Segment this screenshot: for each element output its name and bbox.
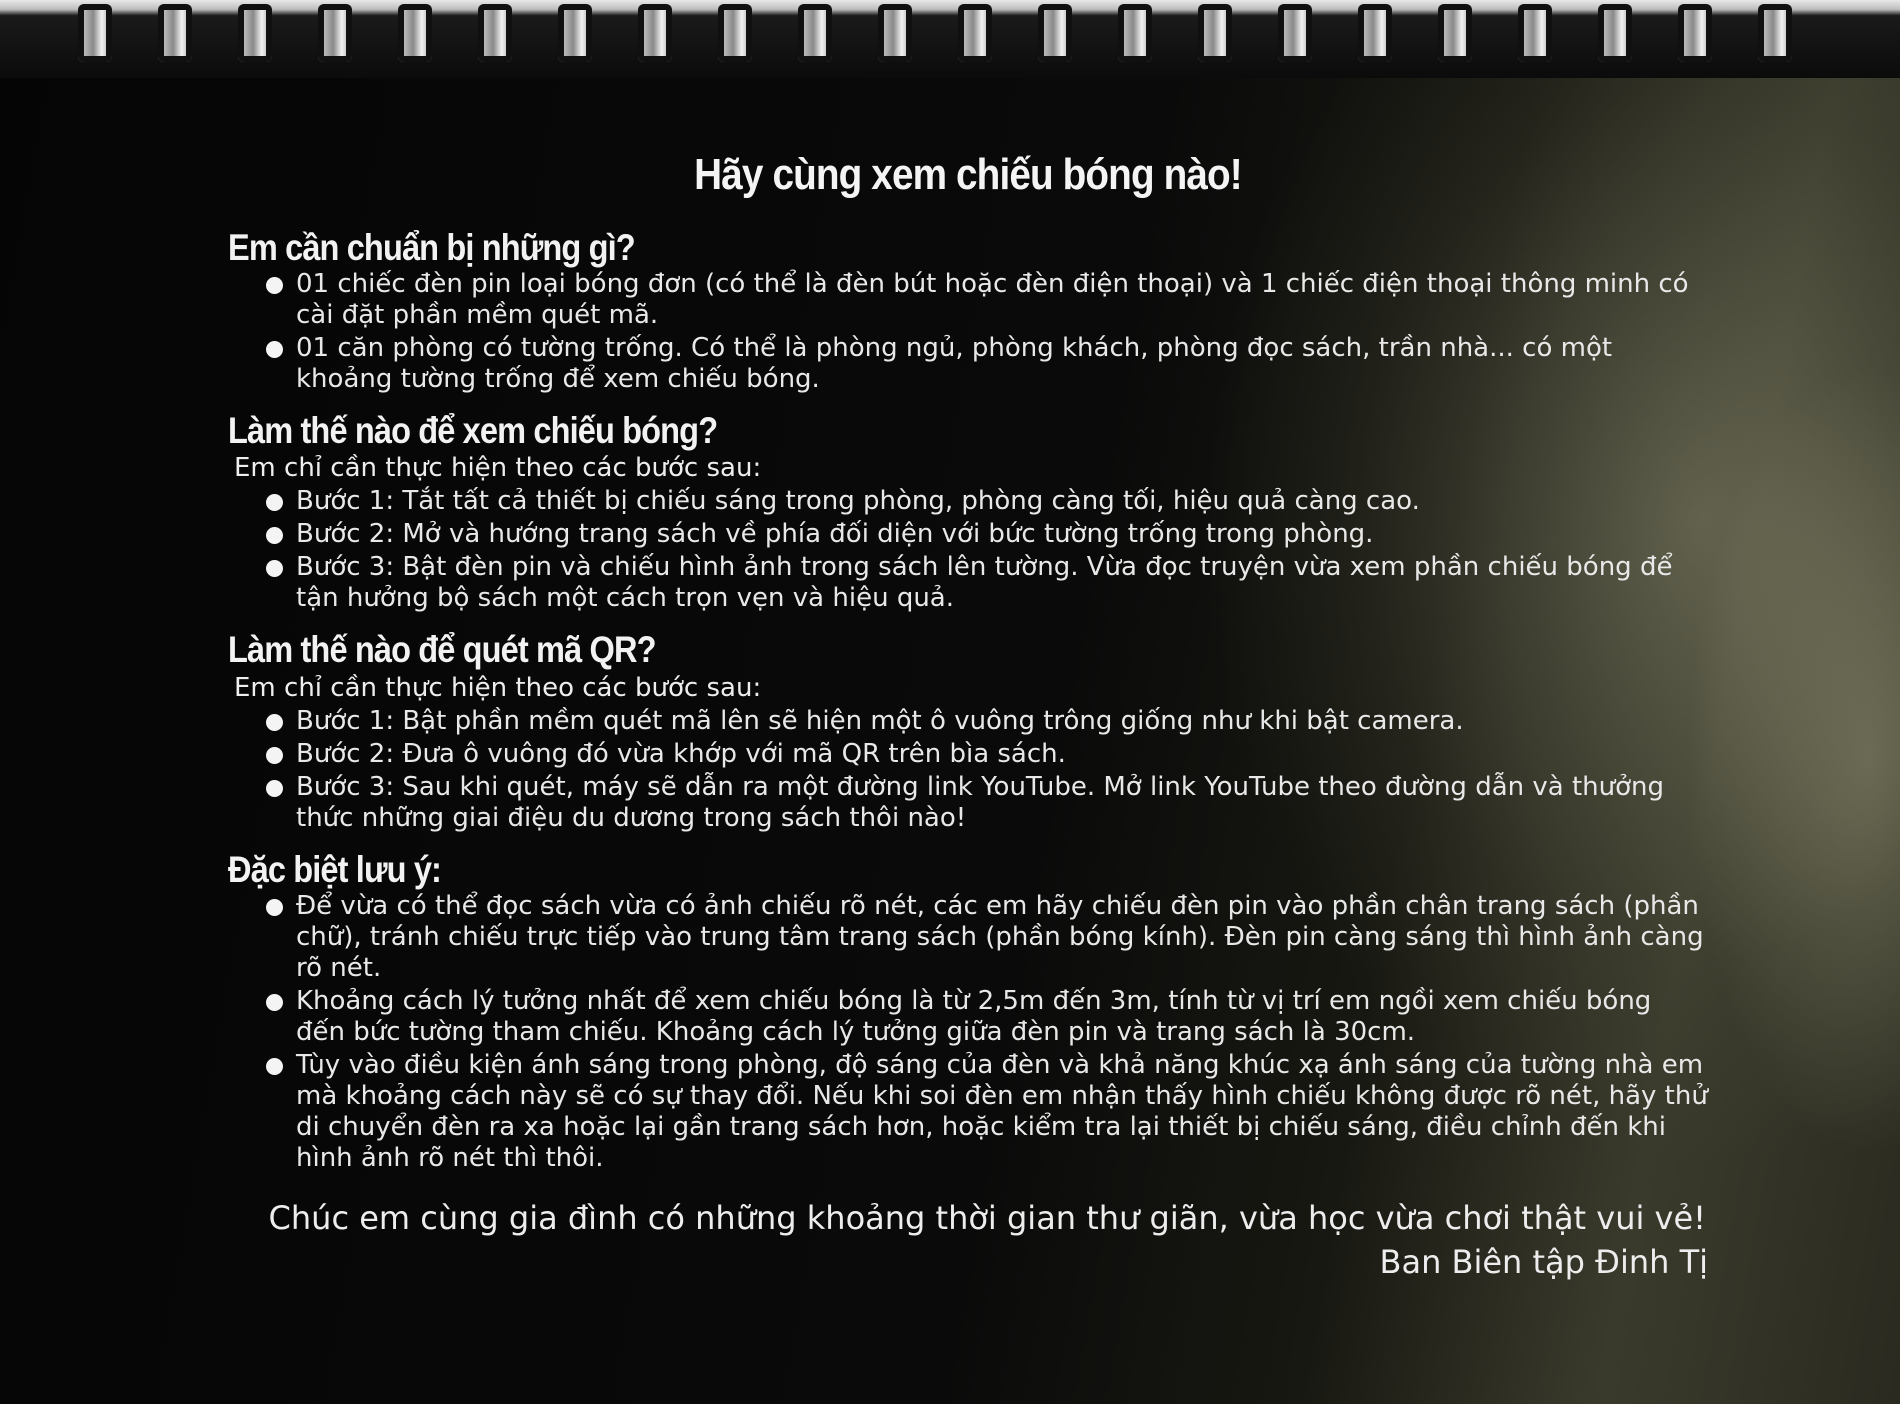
binding-ring: [78, 4, 112, 62]
bullet-icon: [266, 341, 283, 358]
list-item-text: 01 căn phòng có tường trống. Có thể là phòng ngủ, phòng khách, phòng đọc sách, trần nhà... có một khoảng tường trống để xem chiếu bóng.: [296, 332, 1613, 394]
list-item-text: 01 chiếc đèn pin loại bóng đơn (có thể là đèn bút hoặc đèn điện thoại) và 1 chiếc điện thoại thông minh có cài đặt phần mềm quét mã.: [296, 268, 1689, 330]
section-heading: Làm thế nào để quét mã QR?: [228, 629, 656, 671]
binding-ring: [958, 4, 992, 62]
section-qr-scan: [228, 630, 1708, 834]
bullet-icon: [266, 560, 283, 577]
section-special-notes: [228, 850, 1708, 1174]
closing-message: Chúc em cùng gia đình có những khoảng thời gian thư giãn, vừa học vừa chơi thật vui vẻ!: [268, 1198, 1706, 1237]
list-item: [266, 986, 1708, 1048]
binding-ring: [1598, 4, 1632, 62]
binding-ring: [158, 4, 192, 62]
binding-ring: [1758, 4, 1792, 62]
list-item: [266, 772, 1708, 834]
list-item: [266, 739, 1708, 770]
binding-ring: [478, 4, 512, 62]
list-item: [266, 333, 1708, 395]
binding-ring: [238, 4, 272, 62]
bullet-icon: [266, 527, 283, 544]
binding-ring: [798, 4, 832, 62]
list-item-text: Bước 1: Bật phần mềm quét mã lên sẽ hiện một ô vuông trông giống như khi bật camera.: [296, 706, 1464, 737]
section-shadow-viewing: [228, 411, 1708, 615]
list-item-text: Để vừa có thể đọc sách vừa có ảnh chiếu rõ nét, các em hãy chiếu đèn pin vào phần chân trang sách (phần chữ), tránh chiếu trực tiếp vào trung tâm trang sách (phần bóng kính). Đèn pin càng sáng thì hình ảnh càng rõ nét.: [296, 890, 1704, 983]
instructions-content: [228, 150, 1708, 1284]
list-item-text: Bước 2: Mở và hướng trang sách về phía đối diện với bức tường trống trong phòng.: [296, 519, 1374, 550]
spiral-binding: [0, 0, 1900, 78]
editor-signature: Ban Biên tập Đinh Tị: [1379, 1242, 1708, 1281]
list-item-text: Bước 3: Sau khi quét, máy sẽ dẫn ra một đường link YouTube. Mở link YouTube theo đường dẫn và thưởng thức những giai điệu du dương trong sách thôi nào!: [296, 772, 1664, 834]
binding-ring: [1358, 4, 1392, 62]
bullet-icon: [266, 780, 283, 797]
binding-ring: [878, 4, 912, 62]
binding-ring: [318, 4, 352, 62]
section-intro: Em chỉ cần thực hiện theo các bước sau:: [234, 673, 762, 704]
bullet-icon: [266, 899, 283, 916]
binding-ring: [1198, 4, 1232, 62]
list-item: [266, 1050, 1708, 1174]
list-item-text: Bước 3: Bật đèn pin và chiếu hình ảnh trong sách lên tường. Vừa đọc truyện vừa xem phần chiếu bóng để tận hưởng bộ sách một cách trọn vẹn và hiệu quả.: [296, 552, 1673, 614]
bullet-list: [228, 706, 1708, 834]
list-item: [266, 552, 1708, 614]
list-item-text: Bước 1: Tắt tất cả thiết bị chiếu sáng trong phòng, phòng càng tối, hiệu quả càng cao.: [296, 486, 1420, 517]
binding-ring: [1438, 4, 1472, 62]
bullet-list: [228, 891, 1708, 1174]
list-item-text: Tùy vào điều kiện ánh sáng trong phòng, độ sáng của đèn và khả năng khúc xạ ánh sáng của tường nhà em mà khoảng cách này sẽ có sự thay đổi. Nếu khi soi đèn em nhận thấy hình chiếu không được rõ nét, hãy thử di chuyển đèn ra xa hoặc lại gần trang sách hơn, hoặc kiểm tra lại thiết bị chiếu sáng, điều chỉnh đến khi hình ảnh rõ nét thì thôi.: [296, 1049, 1708, 1173]
bullet-icon: [266, 277, 283, 294]
list-item: [266, 891, 1708, 984]
binding-ring: [1118, 4, 1152, 62]
binding-ring: [1518, 4, 1552, 62]
binding-ring: [638, 4, 672, 62]
list-item: [266, 706, 1708, 737]
section-heading: Làm thế nào để xem chiếu bóng?: [228, 409, 718, 451]
list-item: [266, 269, 1708, 331]
binding-ring: [558, 4, 592, 62]
bullet-icon: [266, 494, 283, 511]
binding-ring: [1678, 4, 1712, 62]
bullet-icon: [266, 714, 283, 731]
list-item: [266, 519, 1708, 550]
binding-ring: [1038, 4, 1072, 62]
list-item-text: Khoảng cách lý tưởng nhất để xem chiếu bóng là từ 2,5m đến 3m, tính từ vị trí em ngồi xem chiếu bóng đến bức tường tham chiếu. Khoảng cách lý tưởng giữa đèn pin và trang sách là 30cm.: [296, 985, 1652, 1047]
section-preparation: [228, 228, 1708, 395]
binding-ring: [398, 4, 432, 62]
page-title: Hãy cùng xem chiếu bóng nào!: [694, 150, 1242, 199]
list-item: [266, 486, 1708, 517]
bullet-list: [228, 269, 1708, 395]
bullet-icon: [266, 747, 283, 764]
list-item-text: Bước 2: Đưa ô vuông đó vừa khớp với mã QR trên bìa sách.: [296, 739, 1066, 770]
section-heading: Em cần chuẩn bị những gì?: [228, 227, 635, 268]
bullet-list: [228, 486, 1708, 614]
bullet-icon: [266, 994, 283, 1011]
binding-ring: [718, 4, 752, 62]
section-heading: Đặc biệt lưu ý:: [228, 849, 442, 891]
section-intro: Em chỉ cần thực hiện theo các bước sau:: [234, 453, 762, 484]
binding-ring: [1278, 4, 1312, 62]
bullet-icon: [266, 1058, 283, 1075]
